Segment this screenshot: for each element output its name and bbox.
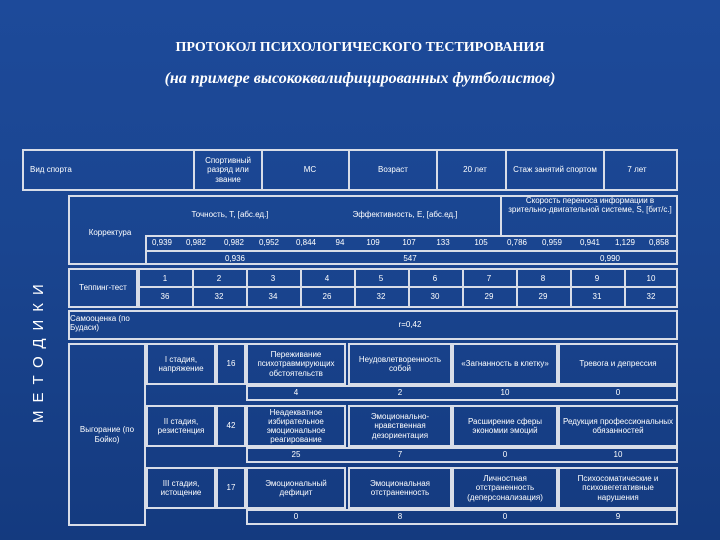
symptom: «Загнанность в клетку» xyxy=(452,343,558,385)
age-value: 20 лет xyxy=(463,165,487,174)
e-value-1: 94 xyxy=(335,238,345,247)
tapping-value: 36 xyxy=(160,292,170,301)
symptom-value: 0 xyxy=(615,388,621,397)
symptom: Расширение сферы экономии эмоций xyxy=(452,405,558,447)
e-value-4: 133 xyxy=(436,238,450,247)
experience-value: 7 лет xyxy=(627,165,647,174)
s-value-2: 0,959 xyxy=(541,238,563,247)
selfesteem-value: r=0,42 xyxy=(398,320,422,329)
tapping-value: 34 xyxy=(268,292,278,301)
tapping-number: 6 xyxy=(432,274,438,283)
tapping-number: 1 xyxy=(162,274,168,283)
tapping-number: 5 xyxy=(378,274,384,283)
tapping-value: 32 xyxy=(214,292,224,301)
page-title: ПРОТОКОЛ ПСИХОЛОГИЧЕСКОГО ТЕСТИРОВАНИЯ xyxy=(175,40,545,55)
t-value-1: 0,939 xyxy=(151,238,173,247)
t-value-5: 0,844 xyxy=(295,238,317,247)
e-value-2: 109 xyxy=(366,238,380,247)
s-value-4: 1,129 xyxy=(614,238,636,247)
stage-score: 16 xyxy=(216,343,246,385)
s-value-3: 0,941 xyxy=(579,238,601,247)
symptom-value: 2 xyxy=(397,388,403,397)
tapping-value: 32 xyxy=(646,292,656,301)
e-value-3: 107 xyxy=(402,238,416,247)
age-label: Возраст xyxy=(348,149,438,191)
symptom: Психосоматические и психовегетативные нарушения xyxy=(558,467,678,509)
symptom-value: 0 xyxy=(293,512,299,521)
t-value-2: 0,982 xyxy=(185,238,207,247)
symptom-value: 10 xyxy=(613,450,623,459)
symptom: Тревога и депрессия xyxy=(558,343,678,385)
stage-name: II стадия, резистенция xyxy=(146,405,216,447)
tapping-number: 3 xyxy=(270,274,276,283)
symptom: Эмоциональная отстраненность xyxy=(348,467,452,509)
t-value-4: 0,952 xyxy=(258,238,280,247)
symptom: Редукция профессиональных обязанностей xyxy=(558,405,678,447)
stage-name: I стадия, напряжение xyxy=(146,343,216,385)
symptom-value: 7 xyxy=(397,450,403,459)
t-value-3: 0,982 xyxy=(223,238,245,247)
speed-label: Скорость переноса информации в зрительно-двигательной системе, S, [бит/с.] xyxy=(508,196,672,215)
symptom: Неудовлетворенность собой xyxy=(348,343,452,385)
tapping-value: 29 xyxy=(538,292,548,301)
symptom: Личностная отстраненность (деперсонализация) xyxy=(452,467,558,509)
rank-label: Спортивный разряд или звание xyxy=(193,149,263,191)
efficiency-label: Эффективность, Е, [абс.ед.] xyxy=(352,210,458,219)
symptom: Эмоциональный дефицит xyxy=(246,467,346,509)
symptom-value: 10 xyxy=(500,388,510,397)
symptom-value: 4 xyxy=(293,388,299,397)
symptom-value: 8 xyxy=(397,512,403,521)
korrektura-label: Корректура xyxy=(88,228,132,237)
symptom-value: 0 xyxy=(502,512,508,521)
rank-value: МС xyxy=(303,165,317,174)
tapping-label: Теппинг-тест xyxy=(68,268,138,308)
page-subtitle: (на примере высококвалифицированных футболистов) xyxy=(164,70,556,87)
s-value-1: 0,786 xyxy=(506,238,528,247)
experience-label: Стаж занятий спортом xyxy=(505,149,605,191)
e-value-5: 105 xyxy=(474,238,488,247)
s-mean: 0,990 xyxy=(599,254,621,263)
tapping-number: 9 xyxy=(594,274,600,283)
sport-label: Вид спорта xyxy=(30,165,72,174)
s-value-5: 0,858 xyxy=(648,238,670,247)
symptom: Переживание психотравмирующих обстоятельств xyxy=(246,343,346,385)
tapping-value: 26 xyxy=(322,292,332,301)
tapping-value: 30 xyxy=(430,292,440,301)
symptom-value: 0 xyxy=(502,450,508,459)
e-mean: 547 xyxy=(403,254,417,263)
burnout-label: Выгорание (по Бойко) xyxy=(68,343,146,526)
symptom-value: 9 xyxy=(615,512,621,521)
tapping-value: 31 xyxy=(592,292,602,301)
tapping-value: 32 xyxy=(376,292,386,301)
tapping-number: 4 xyxy=(324,274,330,283)
side-label: МЕТОДИКИ xyxy=(30,276,47,424)
stage-score: 42 xyxy=(216,405,246,447)
tapping-number: 10 xyxy=(646,274,656,283)
stage-name: III стадия, истощение xyxy=(146,467,216,509)
symptom-value: 25 xyxy=(291,450,301,459)
tapping-number: 7 xyxy=(486,274,492,283)
selfesteem-label: Самооценка (по Будаси) xyxy=(70,314,130,333)
symptom: Эмоционально-нравственная дезориентация xyxy=(348,405,452,447)
tapping-number: 8 xyxy=(540,274,546,283)
tapping-number: 2 xyxy=(216,274,222,283)
symptom: Неадекватное избирательное эмоциональное реагирование xyxy=(246,405,346,447)
t-mean: 0,936 xyxy=(224,254,246,263)
accuracy-label: Точность, Т, [абс.ед.] xyxy=(191,210,269,219)
stage-score: 17 xyxy=(216,467,246,509)
tapping-value: 29 xyxy=(484,292,494,301)
